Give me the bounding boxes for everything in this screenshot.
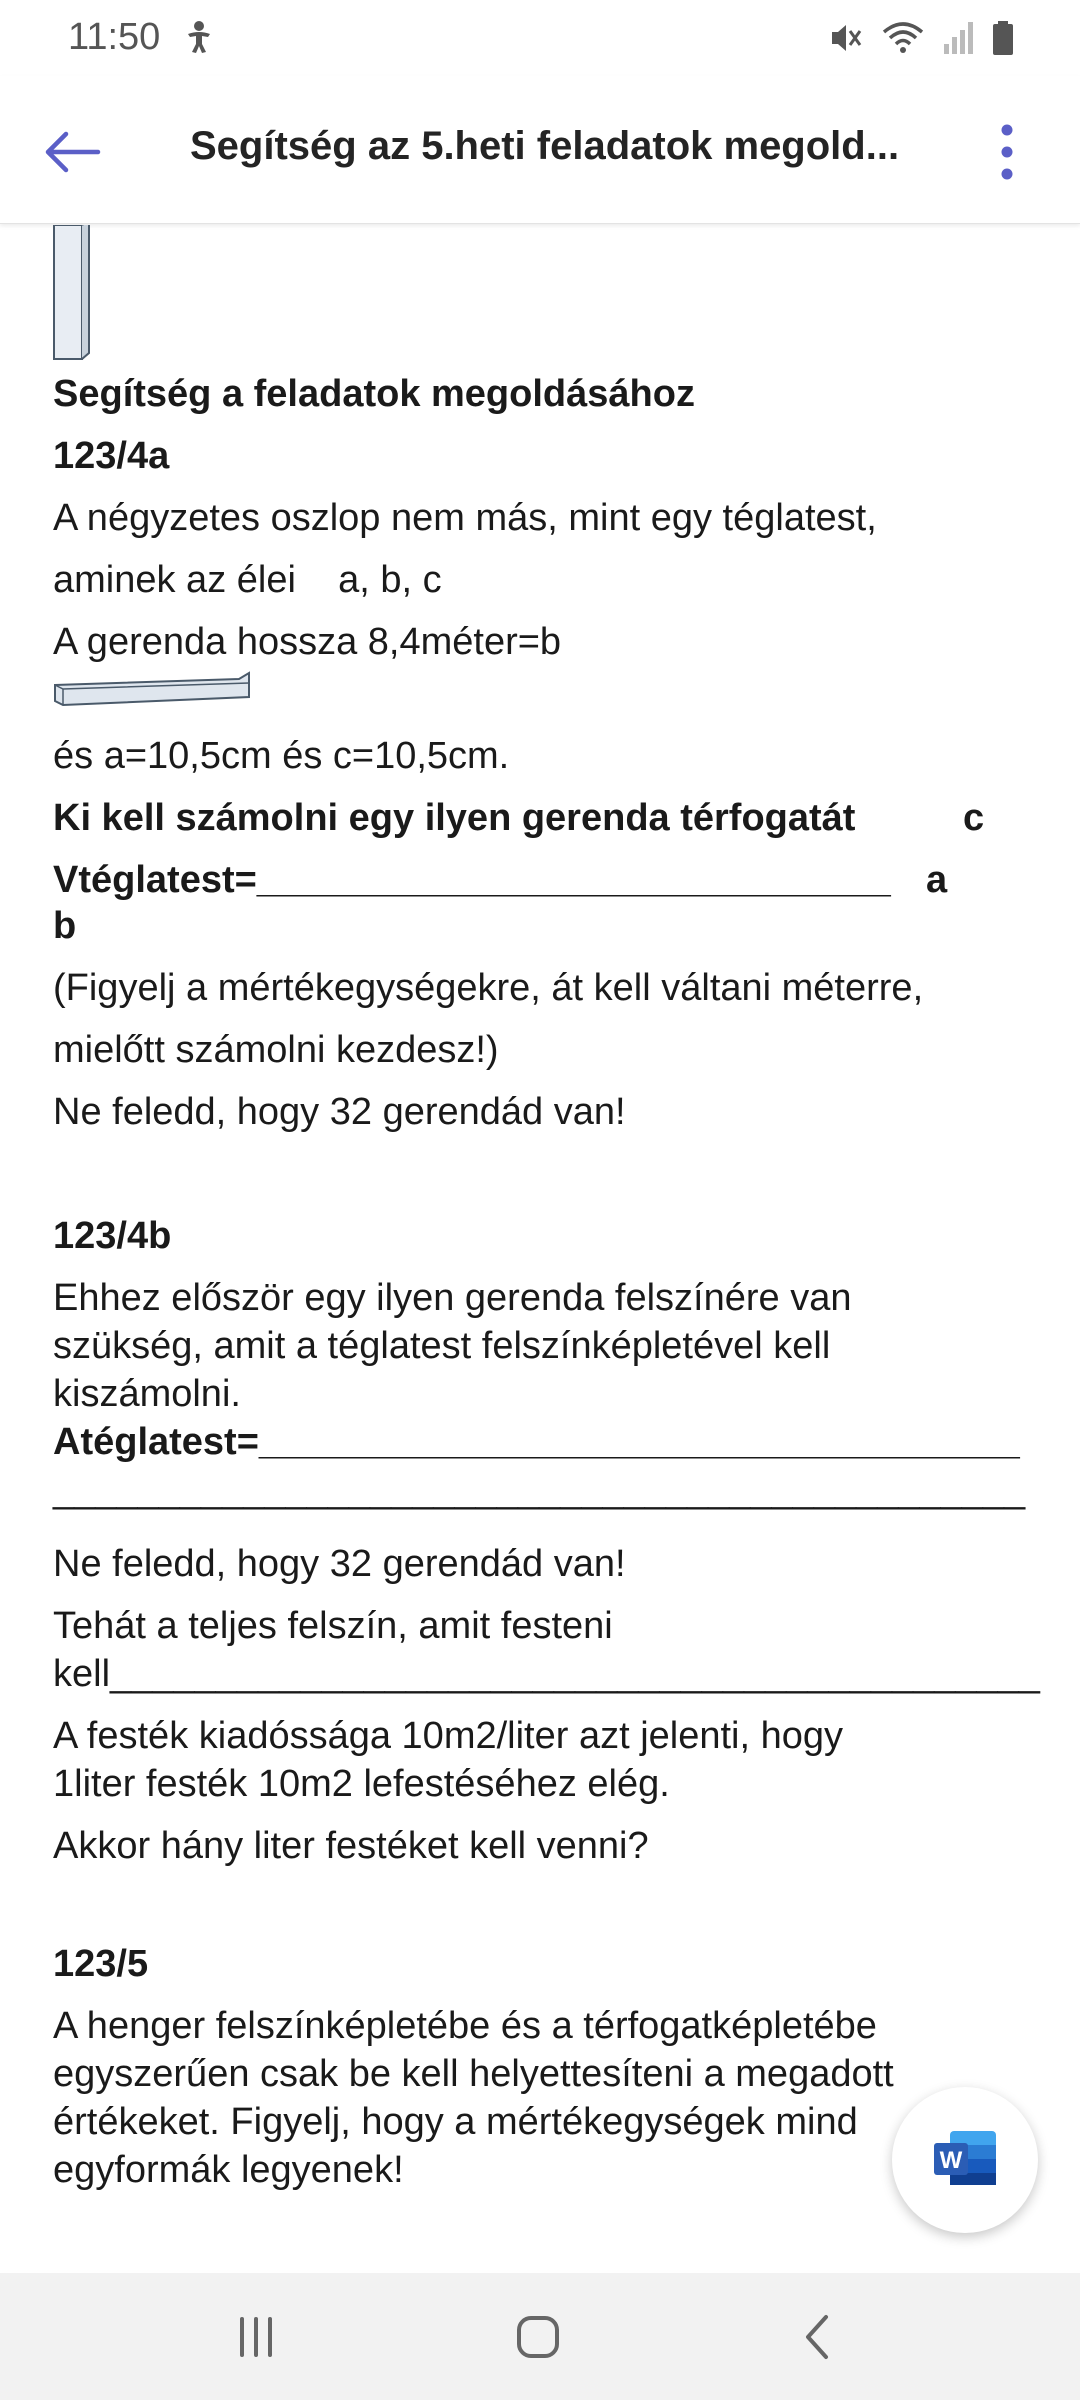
paragraph: (Figyelj a mértékegységekre, át kell váltani méterre,: [53, 967, 924, 1009]
surface-formula: Atéglatest=____________________________________: [53, 1421, 1020, 1463]
status-icons: [828, 18, 1014, 58]
paragraph: és a=10,5cm és c=10,5cm.: [53, 735, 510, 777]
paragraph: kell____________________________________________: [53, 1653, 1040, 1695]
back-arrow-icon[interactable]: [36, 116, 108, 188]
section-title-123-5: 123/5: [53, 1943, 149, 1985]
volume-formula: Vtéglatest=______________________________: [53, 859, 891, 901]
signal-icon: [942, 20, 974, 56]
battery-icon: [992, 20, 1014, 56]
paragraph: A négyzetes oszlop nem más, mint egy téglatest,: [53, 497, 877, 539]
beam-image: [53, 671, 253, 721]
page-title: Segítség az 5.heti feladatok megold...: [190, 124, 900, 168]
wifi-icon: [882, 20, 924, 56]
label-a: a: [926, 859, 948, 901]
more-vert-icon[interactable]: [990, 120, 1024, 184]
paragraph: Ne feledd, hogy 32 gerendád van!: [53, 1091, 626, 1133]
status-time: 11:50: [68, 16, 161, 58]
mute-icon: [828, 20, 864, 56]
paragraph: értékeket. Figyelj, hogy a mértékegységek mind: [53, 2101, 858, 2143]
paragraph: aminek az élei a, b, c: [53, 559, 442, 601]
recent-apps-icon[interactable]: [224, 2305, 288, 2369]
nav-back-icon[interactable]: [786, 2305, 850, 2369]
paragraph: A festék kiadóssága 10m2/liter azt jelenti, hogy: [53, 1715, 844, 1757]
column-image: [53, 225, 93, 361]
paragraph: Ehhez először egy ilyen gerenda felszínére van: [53, 1277, 852, 1319]
paragraph: kiszámolni.: [53, 1373, 241, 1415]
status-bar: [0, 0, 1080, 76]
paragraph: szükség, amit a téglatest felszínképletével kell: [53, 1325, 831, 1367]
open-in-word-button[interactable]: [892, 2087, 1038, 2233]
blank-line: ______________________________________________: [53, 1469, 1026, 1511]
accessibility-icon: [184, 20, 214, 54]
document-heading: Segítség a feladatok megoldásához: [53, 373, 695, 415]
home-icon[interactable]: [506, 2305, 570, 2369]
navigation-bar: [0, 2273, 1080, 2400]
paragraph: egyszerűen csak be kell helyettesíteni a megadott: [53, 2053, 894, 2095]
paragraph: Tehát a teljes felszín, amit festeni: [53, 1605, 613, 1647]
paragraph: mielőtt számolni kezdesz!): [53, 1029, 499, 1071]
paragraph: A henger felszínképletébe és a térfogatképletébe: [53, 2005, 877, 2047]
paragraph: 1liter festék 10m2 lefestéséhez elég.: [53, 1763, 670, 1805]
app-bar: [0, 76, 1080, 224]
paragraph: egyformák legyenek!: [53, 2149, 404, 2191]
label-c: c: [963, 797, 985, 839]
section-title-123-4b: 123/4b: [53, 1215, 172, 1257]
paragraph-bold: Ki kell számolni egy ilyen gerenda térfogatát: [53, 797, 856, 839]
paragraph: Ne feledd, hogy 32 gerendád van!: [53, 1543, 626, 1585]
paragraph: Akkor hány liter festéket kell venni?: [53, 1825, 649, 1867]
section-title-123-4a: 123/4a: [53, 435, 170, 477]
word-icon: [932, 2127, 998, 2189]
label-b: b: [53, 905, 77, 947]
document-view[interactable]: [0, 225, 1080, 2273]
paragraph: A gerenda hossza 8,4méter=b: [53, 621, 562, 663]
word-icon-letter: W: [939, 2147, 963, 2174]
